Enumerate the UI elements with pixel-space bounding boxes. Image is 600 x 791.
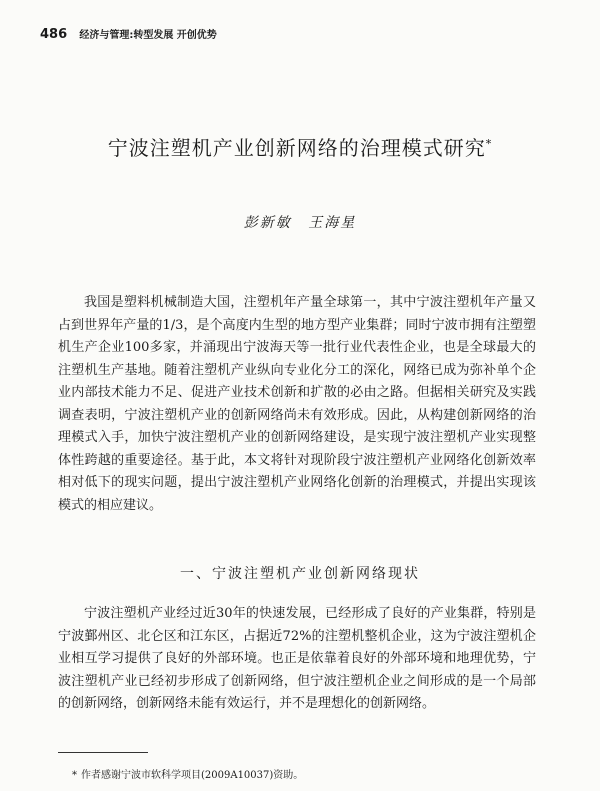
article-title [0,132,600,161]
article-title-text: 宁波注塑机产业创新网络的治理模式研究 [107,136,486,160]
article-authors: 彭新敏 王海星 [243,215,357,231]
journal-title: 经济与管理:转型发展 开创优势 [79,30,217,41]
title-footnote-mark: * [485,137,493,151]
body-paragraph-1: 我国是塑料机械制造大国，注塑机年产量全球第一，其中宁波注塑机年产量又占到世界年产量的1/3，是个高度内生型的地方型产业集群；同时宁波市拥有注塑塑机生产企业100多家，并涌现出宁波海天等一批行业代表性企业，也是全球最大的注塑机生产基地。随着注塑机产业纵向专业化分工的深化，网络已成为弥补单个企业内部技术能力不足、促进产业技术创新和扩散的必由之路。但据相关研究及实践调查表明，宁波注塑机产业的创新网络尚未有效形成。因此，从构建创新网络的治理模式入手，加快宁波注塑机产业的创新网络建设，是实现宁波注塑机产业实现整体性跨越的重要途径。基于此，本文将针对现阶段宁波注塑机产业网络化创新效率相对低下的现实问题，提出宁波注塑机产业网络化创新的治理模式，并提出实现该模式的相应建议。 [58,295,536,513]
footnote-mark: * [72,770,77,781]
section-heading: 一、宁波注塑机产业创新网络现状 [180,566,420,582]
footnote-text: 作者感谢宁波市软科学项目(2009A10037)资助。 [81,770,304,781]
body-paragraph-2: 宁波注塑机产业经过近30年的快速发展，已经形成了良好的产业集群，特别是宁波鄞州区、北仑区和江东区，占据近72%的注塑机整机企业，这为宁波注塑机企业相互学习提供了良好的外部环境。也正是依靠着良好的外部环境和地理优势，宁波注塑机产业已经初步形成了创新网络，但宁波注塑机企业之间形成的是一个局部的创新网络，创新网络未能有效运行，并不是理想化的创新网络。 [58,606,536,711]
footnote-divider [58,752,148,753]
running-header [40,26,217,42]
page-number: 486 [40,27,68,42]
footnote [72,766,303,781]
